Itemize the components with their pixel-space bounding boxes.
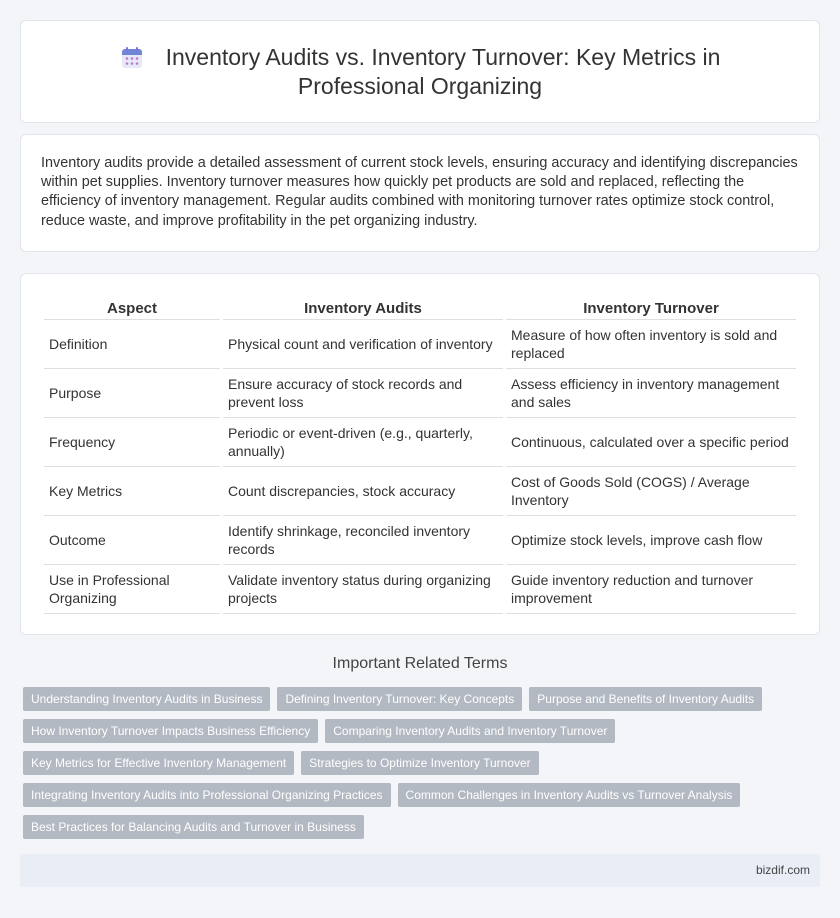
table-row — [44, 467, 796, 516]
row-audits-value: Physical count and verification of inventory — [223, 320, 503, 369]
row-audits-value: Count discrepancies, stock accuracy — [223, 467, 503, 516]
header-card — [20, 20, 820, 123]
intro-paragraph: Inventory audits provide a detailed assessment of current stock levels, ensuring accuracy and identifying discrepancies within pet supplies. Inventory turnover measures how quickly pet products are sold and replaced, reflecting the efficiency of inventory management. Regular audits combined with monitoring turnover rates optimize stock control, reduce waste, and improve profitability in the pet organizing industry. — [41, 155, 798, 229]
row-aspect: Purpose — [44, 369, 220, 418]
related-term-tag[interactable]: Common Challenges in Inventory Audits vs Turnover Analysis — [398, 783, 741, 807]
row-aspect: Use in Professional Organizing — [44, 565, 220, 614]
related-term-tag[interactable]: Understanding Inventory Audits in Business — [23, 687, 270, 711]
row-aspect: Outcome — [44, 516, 220, 565]
footer-brand-link[interactable]: bizdif.com — [755, 863, 810, 877]
related-term-tag[interactable]: Best Practices for Balancing Audits and Turnover in Business — [23, 815, 364, 839]
row-turnover-value: Guide inventory reduction and turnover improvement — [506, 565, 796, 614]
header-inventory-audits: Inventory Audits — [223, 294, 503, 320]
row-audits-value: Ensure accuracy of stock records and prevent loss — [223, 369, 503, 418]
row-aspect: Frequency — [44, 418, 220, 467]
table-row — [44, 320, 796, 369]
related-term-tag[interactable]: Comparing Inventory Audits and Inventory Turnover — [325, 719, 615, 743]
page-title-line2: Professional Organizing — [297, 73, 543, 99]
calendar-icon — [120, 46, 144, 70]
footer — [20, 854, 820, 887]
table-row — [44, 565, 796, 614]
row-turnover-value: Measure of how often inventory is sold and replaced — [506, 320, 796, 369]
page-title: Inventory Audits vs. Inventory Turnover: Key Metrics in — [165, 44, 721, 70]
row-turnover-value: Assess efficiency in inventory management and sales — [506, 369, 796, 418]
header-inventory-turnover: Inventory Turnover — [506, 294, 796, 320]
table-row — [44, 516, 796, 565]
row-audits-value: Periodic or event-driven (e.g., quarterly, annually) — [223, 418, 503, 467]
related-terms-heading: Important Related Terms — [332, 655, 508, 672]
row-audits-value: Identify shrinkage, reconciled inventory records — [223, 516, 503, 565]
row-aspect: Key Metrics — [44, 467, 220, 516]
comparison-card — [20, 273, 820, 635]
row-audits-value: Validate inventory status during organizing projects — [223, 565, 503, 614]
table-row — [44, 418, 796, 467]
related-term-tag[interactable]: Defining Inventory Turnover: Key Concepts — [277, 687, 522, 711]
row-turnover-value: Optimize stock levels, improve cash flow — [506, 516, 796, 565]
related-term-tag[interactable]: Purpose and Benefits of Inventory Audits — [529, 687, 762, 711]
row-turnover-value: Continuous, calculated over a specific period — [506, 418, 796, 467]
table-header-row — [44, 294, 796, 320]
related-terms-list — [23, 687, 783, 839]
related-term-tag[interactable]: How Inventory Turnover Impacts Business Efficiency — [23, 719, 318, 743]
header-aspect: Aspect — [44, 294, 220, 320]
related-term-tag[interactable]: Integrating Inventory Audits into Professional Organizing Practices — [23, 783, 391, 807]
row-turnover-value: Cost of Goods Sold (COGS) / Average Inventory — [506, 467, 796, 516]
related-term-tag[interactable]: Strategies to Optimize Inventory Turnover — [301, 751, 538, 775]
related-term-tag[interactable]: Key Metrics for Effective Inventory Management — [23, 751, 294, 775]
row-aspect: Definition — [44, 320, 220, 369]
intro-card — [20, 134, 820, 252]
title-block — [21, 43, 819, 101]
comparison-table — [41, 294, 799, 614]
table-row — [44, 369, 796, 418]
